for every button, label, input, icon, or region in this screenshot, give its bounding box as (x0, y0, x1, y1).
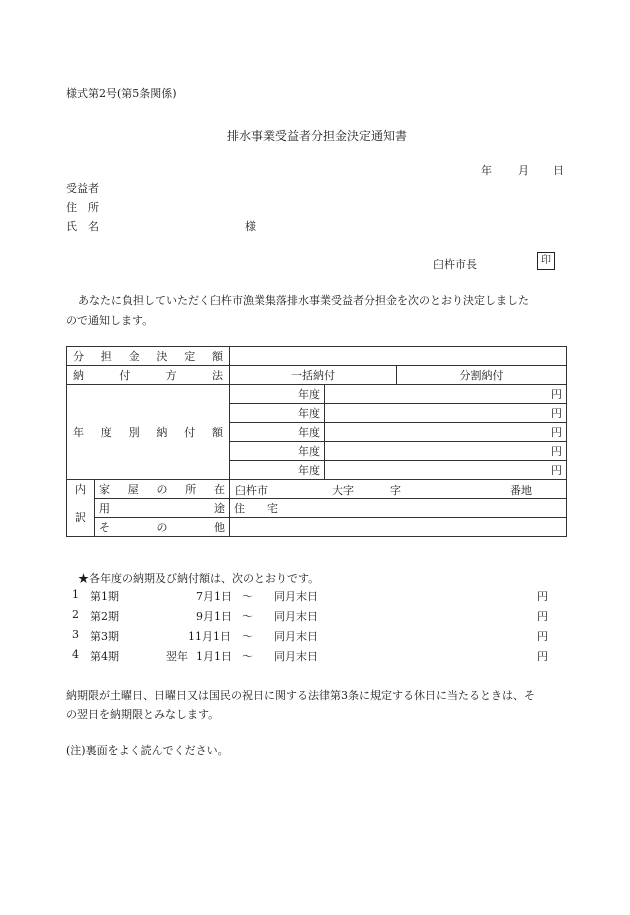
schedule-separator: ～ (242, 610, 253, 623)
other-row (67, 518, 567, 537)
seal-mark: 印 (537, 252, 555, 270)
form-id: 様式第2号(第5条関係) (66, 87, 177, 100)
schedule-yen: 円 (537, 590, 548, 603)
schedule-date: 1月1日 (196, 650, 232, 663)
schedule-no: 2 (72, 608, 79, 621)
amount-row (67, 347, 567, 366)
amount-value (230, 347, 567, 366)
name-label: 氏 名 (66, 220, 99, 233)
schedule-no: 3 (72, 628, 79, 641)
body-text-line-1: あなたに負担していただく臼杵市漁業集落排水事業受益者分担金を次のとおり決定しました (78, 294, 529, 307)
schedule-prefix: 翌年 (166, 650, 188, 663)
breakdown-label-bottom: 訳 (75, 511, 86, 524)
lump-sum-option: 一括納付 (230, 366, 397, 385)
date-day: 日 (553, 164, 564, 177)
installment-option: 分割納付 (397, 366, 567, 385)
breakdown-label-top: 内 (75, 483, 86, 496)
fiscal-year-label: 年度 (230, 423, 325, 442)
location-city: 臼杵市 (235, 484, 268, 497)
location-row (67, 480, 567, 499)
schedule-no: 1 (72, 588, 79, 601)
schedule-yen: 円 (537, 650, 548, 663)
schedule-separator: ～ (242, 630, 253, 643)
body-text-line-2: ので通知します。 (66, 314, 154, 327)
issuer-name: 臼杵市長 (433, 258, 477, 271)
use-label: 用途 (95, 499, 230, 518)
schedule-date: 7月1日 (196, 590, 232, 603)
location-aza: 字 (390, 484, 401, 497)
location-oaza: 大字 (332, 484, 354, 497)
annual-amount-yen: 円 (325, 385, 567, 404)
schedule-separator: ～ (242, 650, 253, 663)
honorific: 様 (245, 220, 256, 233)
schedule-end: 同月末日 (274, 630, 318, 643)
schedule-end: 同月末日 (274, 590, 318, 603)
schedule-period: 第4期 (90, 650, 119, 663)
schedule-no: 4 (72, 648, 79, 661)
other-value (230, 518, 567, 537)
assessment-table (66, 346, 567, 537)
use-row (67, 499, 567, 518)
footnote: (注)裏面をよく読んでください。 (66, 744, 229, 757)
fiscal-year-label: 年度 (230, 385, 325, 404)
deadline-note-line-2: の翌日を納期限とみなします。 (66, 708, 220, 721)
schedule-end: 同月末日 (274, 610, 318, 623)
location-banchi: 番地 (510, 484, 532, 497)
fiscal-year-label: 年度 (230, 461, 325, 480)
fiscal-year-label: 年度 (230, 442, 325, 461)
annual-row (67, 385, 567, 404)
method-row (67, 366, 567, 385)
schedule-heading: ★各年度の納期及び納付額は、次のとおりです。 (78, 572, 320, 585)
method-label: 納付方法 (67, 366, 230, 385)
schedule-date: 9月1日 (196, 610, 232, 623)
annual-amount-yen: 円 (325, 404, 567, 423)
use-value: 住 宅 (230, 499, 567, 518)
location-value (230, 480, 567, 499)
annual-label: 年度別納付額 (67, 385, 230, 480)
amount-label: 分担金決定額 (67, 347, 230, 366)
annual-amount-yen: 円 (325, 442, 567, 461)
annual-amount-yen: 円 (325, 461, 567, 480)
schedule-period: 第1期 (90, 590, 119, 603)
schedule-period: 第2期 (90, 610, 119, 623)
deadline-note-line-1: 納期限が土曜日、日曜日又は国民の祝日に関する法律第3条に規定する休日に当たるときは、そ (66, 689, 535, 702)
schedule-date: 11月1日 (188, 630, 231, 643)
date-year: 年 (481, 164, 492, 177)
annual-amount-yen: 円 (325, 423, 567, 442)
location-label: 家屋の所在 (95, 480, 230, 499)
schedule-period: 第3期 (90, 630, 119, 643)
recipient-heading: 受益者 (66, 182, 99, 195)
address-label: 住 所 (66, 201, 99, 214)
other-label: その他 (95, 518, 230, 537)
date-month: 月 (518, 164, 529, 177)
schedule-yen: 円 (537, 610, 548, 623)
document-title: 排水事業受益者分担金決定通知書 (227, 129, 408, 143)
breakdown-label (67, 480, 95, 537)
schedule-yen: 円 (537, 630, 548, 643)
schedule-end: 同月末日 (274, 650, 318, 663)
schedule-separator: ～ (242, 590, 253, 603)
fiscal-year-label: 年度 (230, 404, 325, 423)
